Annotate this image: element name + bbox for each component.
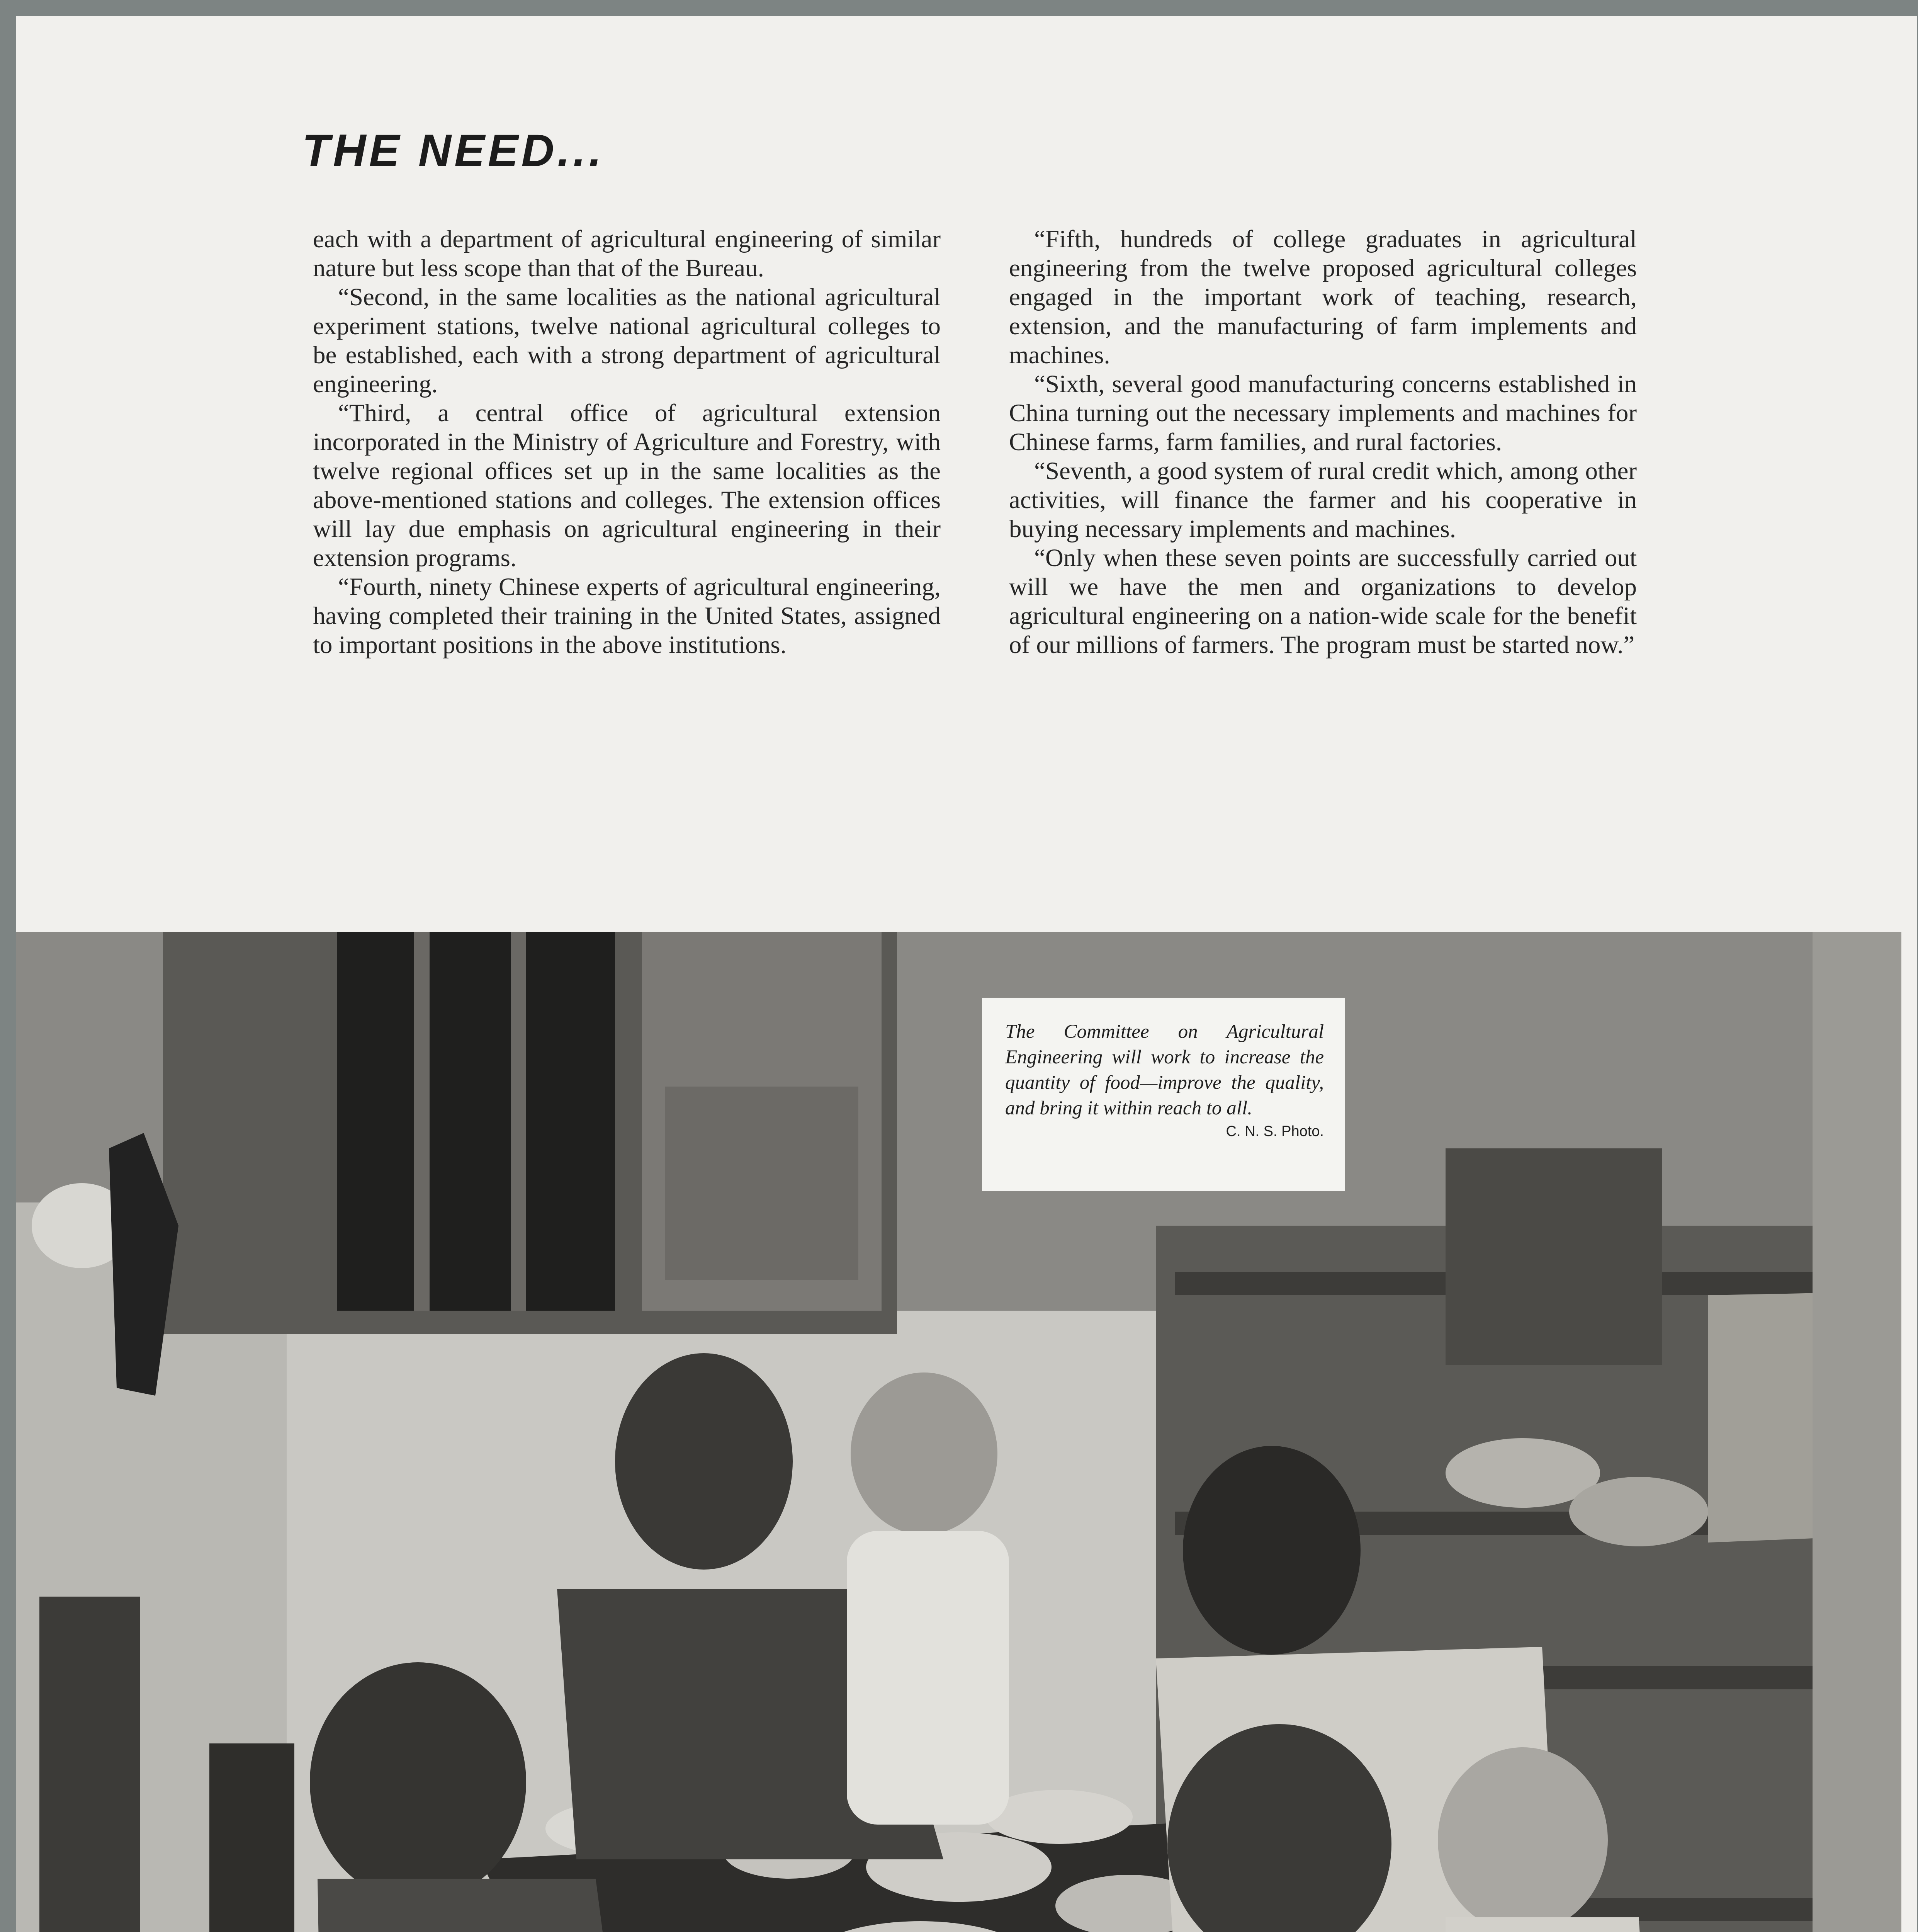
paragraph: “Third, a central office of agricultural extension incorporated in the Ministry of Agriculture and Forestry, with twelve regional offices set up in the same localities as the above-mentioned stations and colleges. The extension offices will lay due emphasis on agricultural engineering in their extension programs. (313, 399, 941, 572)
text-column-right (1009, 225, 1637, 660)
caption-text: The Committee on Agricultural Engineering will work to increase the quantity of food—improve the quality, and bring it within reach to all. (1005, 1021, 1324, 1119)
photo-illustration (16, 932, 1901, 1932)
paragraph: “Fourth, ninety Chinese experts of agricultural engineering, having completed their training in the United States, assigned to important positions in the above institutions. (313, 573, 941, 659)
section-heading: THE NEED... (302, 125, 605, 176)
paragraph: “Fifth, hundreds of college graduates in agricultural engineering from the twelve proposed agricultural colleges engaged in the important work of teaching, research, extension, and the manufacturing of farm implements and machines. (1009, 225, 1637, 369)
paragraph: “Sixth, several good manufacturing concerns established in China turning out the necessary implements and machines for Chinese farms, farm families, and rural factories. (1009, 370, 1637, 456)
paragraph: “Seventh, a good system of rural credit which, among other activities, will finance the farmer and his cooperative in buying necessary implements and machines. (1009, 457, 1637, 543)
paragraph: “Second, in the same localities as the national agricultural experiment stations, twelve national agricultural colleges to be established, each with a strong department of agricultural engineering. (313, 283, 941, 398)
document-page (16, 16, 1917, 1932)
photo-credit: C. N. S. Photo. (1226, 1123, 1324, 1139)
paragraph: “Only when these seven points are successfully carried out will we have the men and organizations to develop agricultural engineering on a nation-wide scale for the benefit of our millions of farmers. The program must be started now.” (1009, 544, 1637, 659)
photo-caption (982, 998, 1345, 1191)
paragraph: each with a department of agricultural engineering of similar nature but less scope than that of the Bureau. (313, 225, 941, 282)
family-meal-photo (16, 932, 1901, 1932)
text-column-left (313, 225, 941, 660)
